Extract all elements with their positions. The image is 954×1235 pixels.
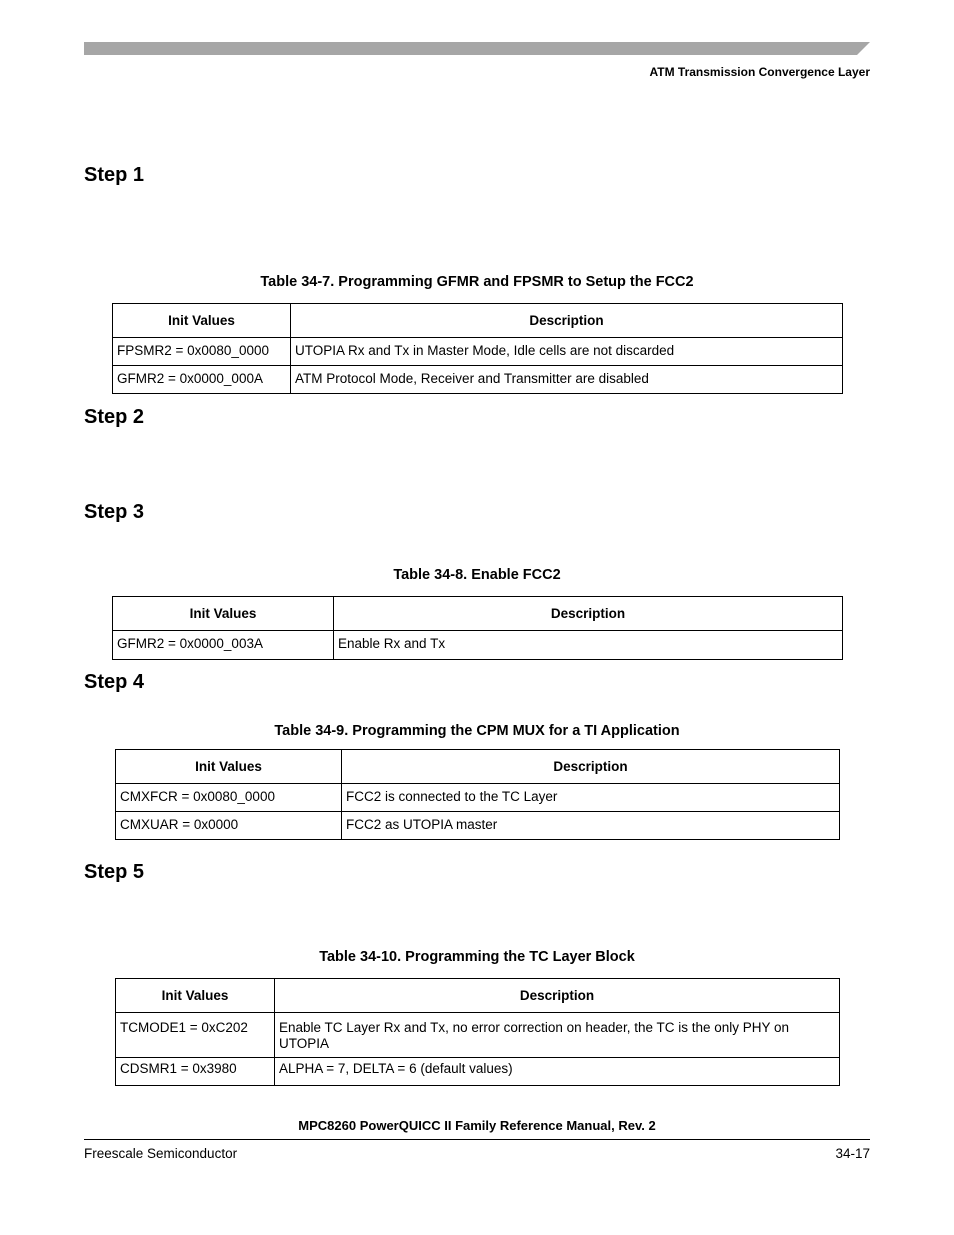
table-34-8: [112, 596, 843, 660]
column-header-init-values: Init Values: [116, 979, 275, 1013]
footer-manual-title: MPC8260 PowerQUICC II Family Reference Manual, Rev. 2: [298, 1118, 656, 1133]
table-34-10: [115, 978, 840, 1086]
column-header-description: Description: [342, 750, 840, 784]
table-row: [116, 812, 840, 840]
table-34-9: [115, 749, 840, 840]
table-header-row: [116, 979, 840, 1013]
cell-init-value: CMXFCR = 0x0080_0000: [116, 784, 342, 812]
step-2-heading: Step 2: [84, 406, 145, 428]
cell-description: ATM Protocol Mode, Receiver and Transmitter are disabled: [291, 366, 843, 394]
cell-description: Enable TC Layer Rx and Tx, no error correction on header, the TC is the only PHY on UTOPIA: [275, 1013, 840, 1058]
column-header-init-values: Init Values: [113, 304, 291, 338]
footer-divider: [84, 1139, 870, 1140]
table-row: [116, 1013, 840, 1058]
step-1-heading: Step 1: [84, 164, 145, 186]
column-header-description: Description: [334, 597, 843, 631]
cell-init-value: CMXUAR = 0x0000: [116, 812, 342, 840]
cell-description: ALPHA = 7, DELTA = 6 (default values): [275, 1058, 840, 1086]
header-bar-shape: [84, 42, 870, 55]
table-row: [113, 366, 843, 394]
table-header-row: [113, 304, 843, 338]
cell-description: FCC2 is connected to the TC Layer: [342, 784, 840, 812]
table-row: [113, 338, 843, 366]
table-34-9-caption: Table 34-9. Programming the CPM MUX for a TI Application: [274, 723, 680, 739]
footer-page-number: 34-17: [835, 1146, 870, 1161]
table-header-row: [116, 750, 840, 784]
header-bar: [84, 42, 870, 55]
cell-description: FCC2 as UTOPIA master: [342, 812, 840, 840]
column-header-init-values: Init Values: [116, 750, 342, 784]
column-header-description: Description: [275, 979, 840, 1013]
cell-description: Enable Rx and Tx: [334, 631, 843, 660]
table-34-10-caption: Table 34-10. Programming the TC Layer Block: [319, 949, 635, 965]
table-row: [113, 631, 843, 660]
table-header-row: [113, 597, 843, 631]
column-header-init-values: Init Values: [113, 597, 334, 631]
table-34-7-caption: Table 34-7. Programming GFMR and FPSMR to Setup the FCC2: [260, 274, 694, 290]
step-3-heading: Step 3: [84, 501, 145, 523]
table-row: [116, 784, 840, 812]
footer-company: Freescale Semiconductor: [84, 1146, 238, 1161]
step-5-heading: Step 5: [84, 861, 145, 883]
cell-init-value: GFMR2 = 0x0000_003A: [113, 631, 334, 660]
step-4-heading: Step 4: [84, 671, 145, 693]
cell-init-value: FPSMR2 = 0x0080_0000: [113, 338, 291, 366]
cell-init-value: TCMODE1 = 0xC202: [116, 1013, 275, 1058]
cell-init-value: GFMR2 = 0x0000_000A: [113, 366, 291, 394]
running-head: ATM Transmission Convergence Layer: [649, 65, 870, 79]
cell-description: UTOPIA Rx and Tx in Master Mode, Idle cells are not discarded: [291, 338, 843, 366]
cell-init-value: CDSMR1 = 0x3980: [116, 1058, 275, 1086]
table-row: [116, 1058, 840, 1086]
table-34-8-caption: Table 34-8. Enable FCC2: [393, 567, 561, 583]
column-header-description: Description: [291, 304, 843, 338]
table-34-7: [112, 303, 843, 394]
